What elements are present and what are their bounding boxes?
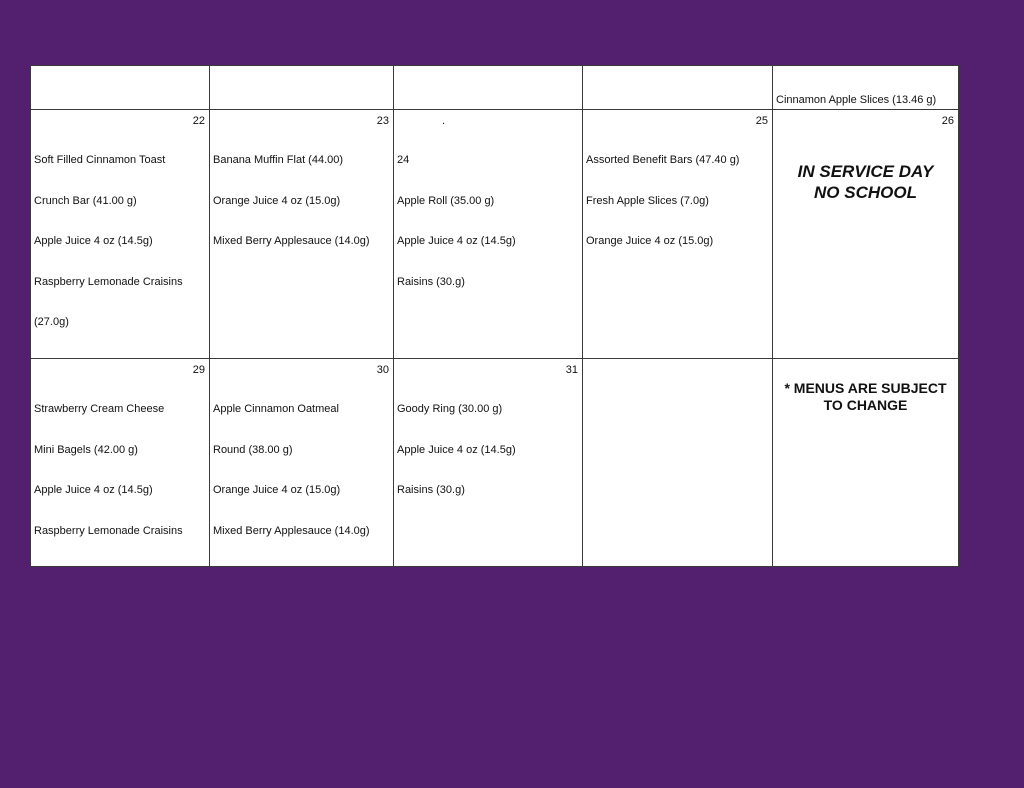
menu-line: Raisins (30.g) (397, 275, 465, 288)
day-cell-22 (30, 110, 210, 359)
note-line: * MENUS ARE SUBJECT (784, 380, 947, 396)
day-number: 29 (192, 364, 205, 376)
day-number: 23 (376, 115, 389, 127)
day-cell-29 (30, 359, 210, 567)
menu-line: Round (38.00 g) (213, 443, 293, 456)
calendar-cell (30, 65, 210, 110)
day-number: 26 (941, 115, 954, 127)
day-cell-25 (583, 110, 773, 359)
menu-line: Assorted Benefit Bars (47.40 g) (586, 154, 740, 166)
in-service-notice (776, 161, 955, 203)
menu-line: Apple Roll (35.00 g) (397, 194, 495, 207)
menu-line: Goody Ring (30.00 g) (397, 403, 503, 415)
note-line: TO CHANGE (823, 397, 908, 413)
day-cell-24 (394, 110, 583, 359)
menu-line: Orange Juice 4 oz (15.0g) (213, 484, 341, 496)
menu-line: Strawberry Cream Cheese (34, 403, 165, 415)
menu-note-cell (773, 359, 959, 567)
notice-line: IN SERVICE DAY (797, 162, 934, 181)
menu-line: (27.0g) (34, 316, 69, 328)
calendar-cell (210, 65, 394, 110)
calendar-cell (394, 65, 583, 110)
menu-line: Apple Juice 4 oz (14.5g) (397, 235, 516, 247)
day-cell-26 (773, 110, 959, 359)
day-cell-23 (210, 110, 394, 359)
day-cell-30 (210, 359, 394, 567)
menu-line: Orange Juice 4 oz (15.0g) (213, 194, 341, 207)
calendar-cell (773, 65, 959, 110)
menu-items (776, 67, 955, 110)
menu-change-note (776, 380, 955, 414)
day-number: 31 (565, 364, 578, 376)
day-cell-31 (394, 359, 583, 567)
notice-line: NO SCHOOL (814, 183, 917, 202)
dot-mark: . (442, 115, 446, 127)
menu-line: Banana Muffin Flat (44.00) (213, 154, 344, 166)
menu-line: Raspberry Lemonade Craisins (34, 275, 183, 288)
menu-line: Crunch Bar (41.00 g) (34, 194, 137, 207)
menu-line: Fresh Apple Slices (7.0g) (586, 194, 709, 207)
menu-line: Mixed Berry Applesauce (14.0g) (213, 235, 370, 247)
day-number: 24 (397, 154, 410, 166)
menu-line: Raisins (30.g) (397, 484, 465, 496)
menu-line: Apple Juice 4 oz (14.5g) (34, 484, 153, 496)
day-number: 25 (755, 115, 768, 127)
menu-line: Raspberry Lemonade Craisins (34, 524, 183, 537)
menu-line: Soft Filled Cinnamon Toast (34, 154, 166, 166)
day-number: 22 (192, 115, 205, 127)
menu-line: Apple Cinnamon Oatmeal (213, 403, 339, 415)
menu-line: Apple Juice 4 oz (14.5g) (34, 235, 153, 247)
empty-day-cell (583, 359, 773, 567)
menu-line: Mini Bagels (42.00 g) (34, 443, 138, 456)
menu-line: Cinnamon Apple Slices (13.46 g) (776, 94, 937, 106)
menu-line: Apple Juice 4 oz (14.5g) (397, 443, 516, 456)
menu-line: Orange Juice 4 oz (15.0g) (586, 235, 714, 247)
menu-calendar (30, 65, 959, 567)
calendar-cell (583, 65, 773, 110)
menu-line (34, 565, 206, 567)
menu-line: Mixed Berry Applesauce (14.0g) (213, 524, 370, 537)
day-number: 30 (376, 364, 389, 376)
